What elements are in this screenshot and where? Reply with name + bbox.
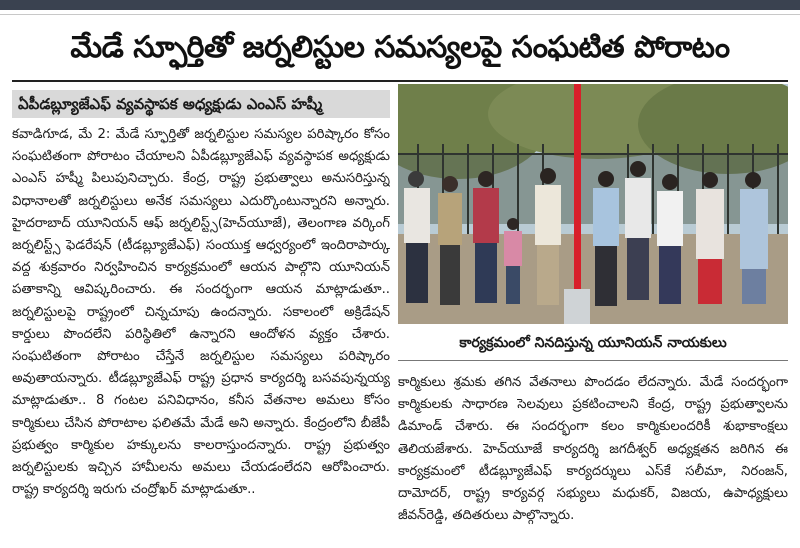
headline-rule bbox=[12, 80, 788, 82]
union-leaders-photo bbox=[398, 84, 788, 324]
photo-caption: కార్యక్రమంలో నినదిస్తున్న యూనియన్ నాయకులు bbox=[459, 335, 727, 351]
news-photo bbox=[398, 84, 788, 324]
caption-rule bbox=[398, 360, 788, 361]
top-bar-separator bbox=[0, 10, 800, 15]
article-column-left bbox=[12, 124, 390, 539]
flag-pole bbox=[574, 84, 581, 294]
headline: మేడే స్ఫూర్తితో జర్నలిస్టుల సమస్యలపై సంఘటిత పోరాటం bbox=[70, 30, 730, 65]
top-bar bbox=[0, 0, 800, 10]
article-text-right: కార్మికులు శ్రమకు తగిన వేతనాలు పొందడం లేదన్నారు. మేడే సందర్భంగా కార్మికులకు సాధారణ సెలవులు ప్రకటించాలని కేంద్ర, రాష్ట్ర ప్రభుత్వాలను డిమాండ్ చేశారు. ఈ సందర్భంగా కలం కార్మికులందరికీ శుభాకాంక్షలు తెలియజేశారు. హెచ్‌యూజే కార్యదర్శి జగదీశ్వర్ అధ్యక్షతన జరిగిన ఈ కార్యక్రమంలో టీడబ్ల్యూజేఎఫ్ కార్యదర్శులు ఎస్‌కే సలీమా, నిరంజన్, దామోదర్, రాష్ట్ర కార్యవర్గ సభ్యులు మధుకర్, విజయ, ఉపాధ్యక్షులు జీవన్‌రెడ్డి, తదితరులు పాల్గొన్నారు. bbox=[398, 375, 788, 524]
article-column-right bbox=[398, 372, 788, 540]
article-text-left: కవాడిగూడ, మే 2: మేడే స్ఫూర్తితో జర్నలిస్టుల సమస్యల పరిష్కారం కోసం సంఘటితంగా పోరాటం చేయాలని ఏపీడబ్ల్యూజేఎఫ్ వ్యవస్థాపక అధ్యక్షుడు ఎంఎస్ హష్మీ పిలుపునిచ్చారు. కేంద్ర, రాష్ట్ర ప్రభుత్వాలు అనుసరిస్తున్న విధానాలతో జర్నలిస్టులు అనేక సమస్యలు ఎదుర్కొంటున్నారని అన్నారు. హైదరాబాద్ యూనియన్ ఆఫ్ జర్నలిస్ట్స్(హెచ్‌యూజే), తెలంగాణ వర్కింగ్ జర్నలిస్ట్స్ ఫెడరేషన్ (టీడబ్ల్యూజేఎఫ్) సంయుక్త ఆధ్వర్యంలో ఇందిరాపార్కు వద్ద శుక్రవారం నిర్వహించిన కార్యక్రమంలో ఆయన పాల్గొని యూనియన్ పతాకాన్ని ఆవిష్కరించారు. ఈ సందర్భంగా ఆయన మాట్లాడుతూ.. జర్నలిస్టులపై రాష్ట్రంలో చిన్నచూపు ఉందన్నారు. సకాలంలో అక్రిడేషన్ కార్డులు పొందలేని పరిస్థితిలో ఉన్నారని ఆందోళన వ్యక్తం చేశారు. సంఘటితంగా పోరాటం చేస్తేనే జర్నలిస్టుల సమస్యలు పరిష్కారం అవుతాయన్నారు. టీడబ్ల్యూజేఎఫ్ రాష్ట్ర ప్రధాన కార్యదర్శి బసవపున్నయ్య మాట్లాడుతూ.. 8 గంటల పనివిధానం, కనీస వేతనాల అమలు కోసం కార్మికులు చేసిన పోరాటాల ఫలితమే మేడే అని అన్నారు. కేంద్రంలోని బీజేపీ ప్రభుత్వం కార్మికుల హక్కులను కాలరాస్తుందన్నారు. రాష్ట్ర ప్రభుత్వం జర్నలిస్టులకు ఇచ్చిన హామీలను అమలు చేయడంలేదని ఆరోపించారు. రాష్ట్ర కార్యదర్శి ఇరుగు చంద్రోఖర్ మాట్లాడుతూ.. bbox=[12, 127, 390, 498]
subheadline: ఏపీడబ్ల్యూజేఎఫ్ వ్యవస్థాపక అధ్యక్షుడు ఎంఎస్ హష్మీ bbox=[12, 90, 390, 118]
